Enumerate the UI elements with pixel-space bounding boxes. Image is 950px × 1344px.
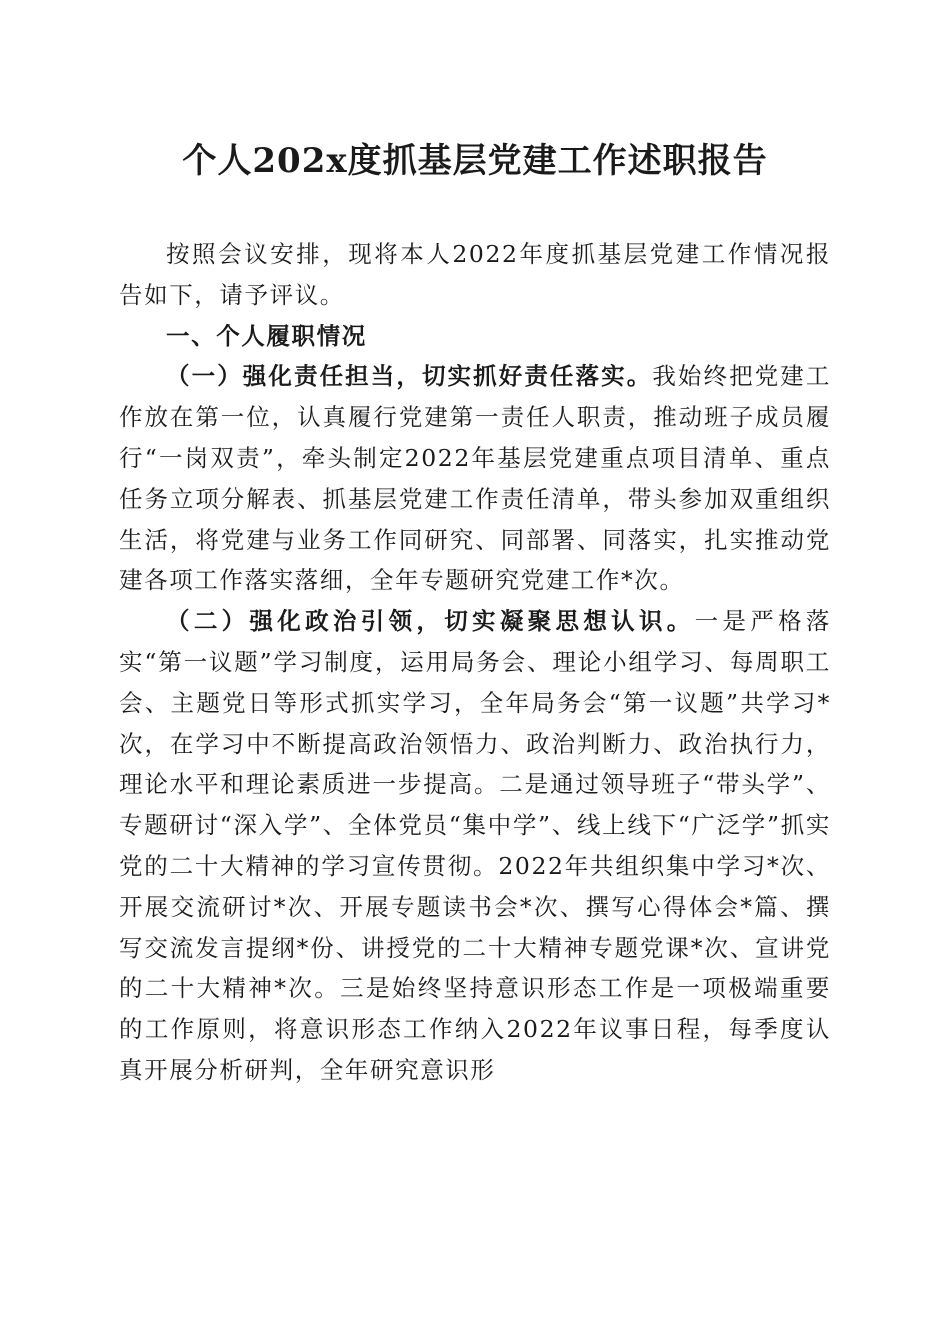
item-1-lead: （一）强化责任担当，切实抓好责任落实。	[166, 362, 653, 391]
item-2-text: 一是严格落实“第一议题”学习制度，运用局务会、理论小组学习、每周职工会、主题党日等形式抓实学习，全年局务会“第一议题”共学习*次，在学习中不断提高政治领悟力、政治判断力、政治执行力，理论水平和理论素质进一步提高。二是通过领导班子“带头学”、专题研讨“深入学”、全体党员“集中学”、线上线下“广泛学”抓实党的二十大精神的学习宣传贯彻。2022年共组织集中学习*次、开展交流研讨*次、开展专题读书会*次、撰写心得体会*篇、撰写交流发言提纲*份、讲授党的二十大精神专题党课*次、宣讲党的二十大精神*次。三是始终坚持意识形态工作是一项极端重要的工作原则，将意识形态工作纳入2022年议事日程，每季度认真开展分析研判，全年研究意识形	[119, 607, 831, 1084]
item-1-paragraph	[119, 356, 831, 601]
intro-paragraph: 按照会议安排，现将本人2022年度抓基层党建工作情况报告如下，请予评议。	[119, 240, 831, 309]
document-title: 个人202x度抓基层党建工作述职报告	[182, 141, 768, 181]
item-2-paragraph	[119, 601, 831, 1091]
item-1-text: 我始终把党建工作放在第一位，认真履行党建第一责任人职责，推动班子成员履行“一岗双责”，牵头制定2022年基层党建重点项目清单、重点任务立项分解表、抓基层党建工作责任清单，带头参加双重组织生活，将党建与业务工作同研究、同部署、同落实，扎实推动党建各项工作落实落细，全年专题研究党建工作*次。	[119, 362, 832, 595]
item-2-lead: （二）强化政治引领，切实凝聚思想认识。	[166, 607, 695, 636]
document-body	[119, 234, 831, 1091]
section-heading: 一、个人履职情况	[166, 321, 367, 350]
